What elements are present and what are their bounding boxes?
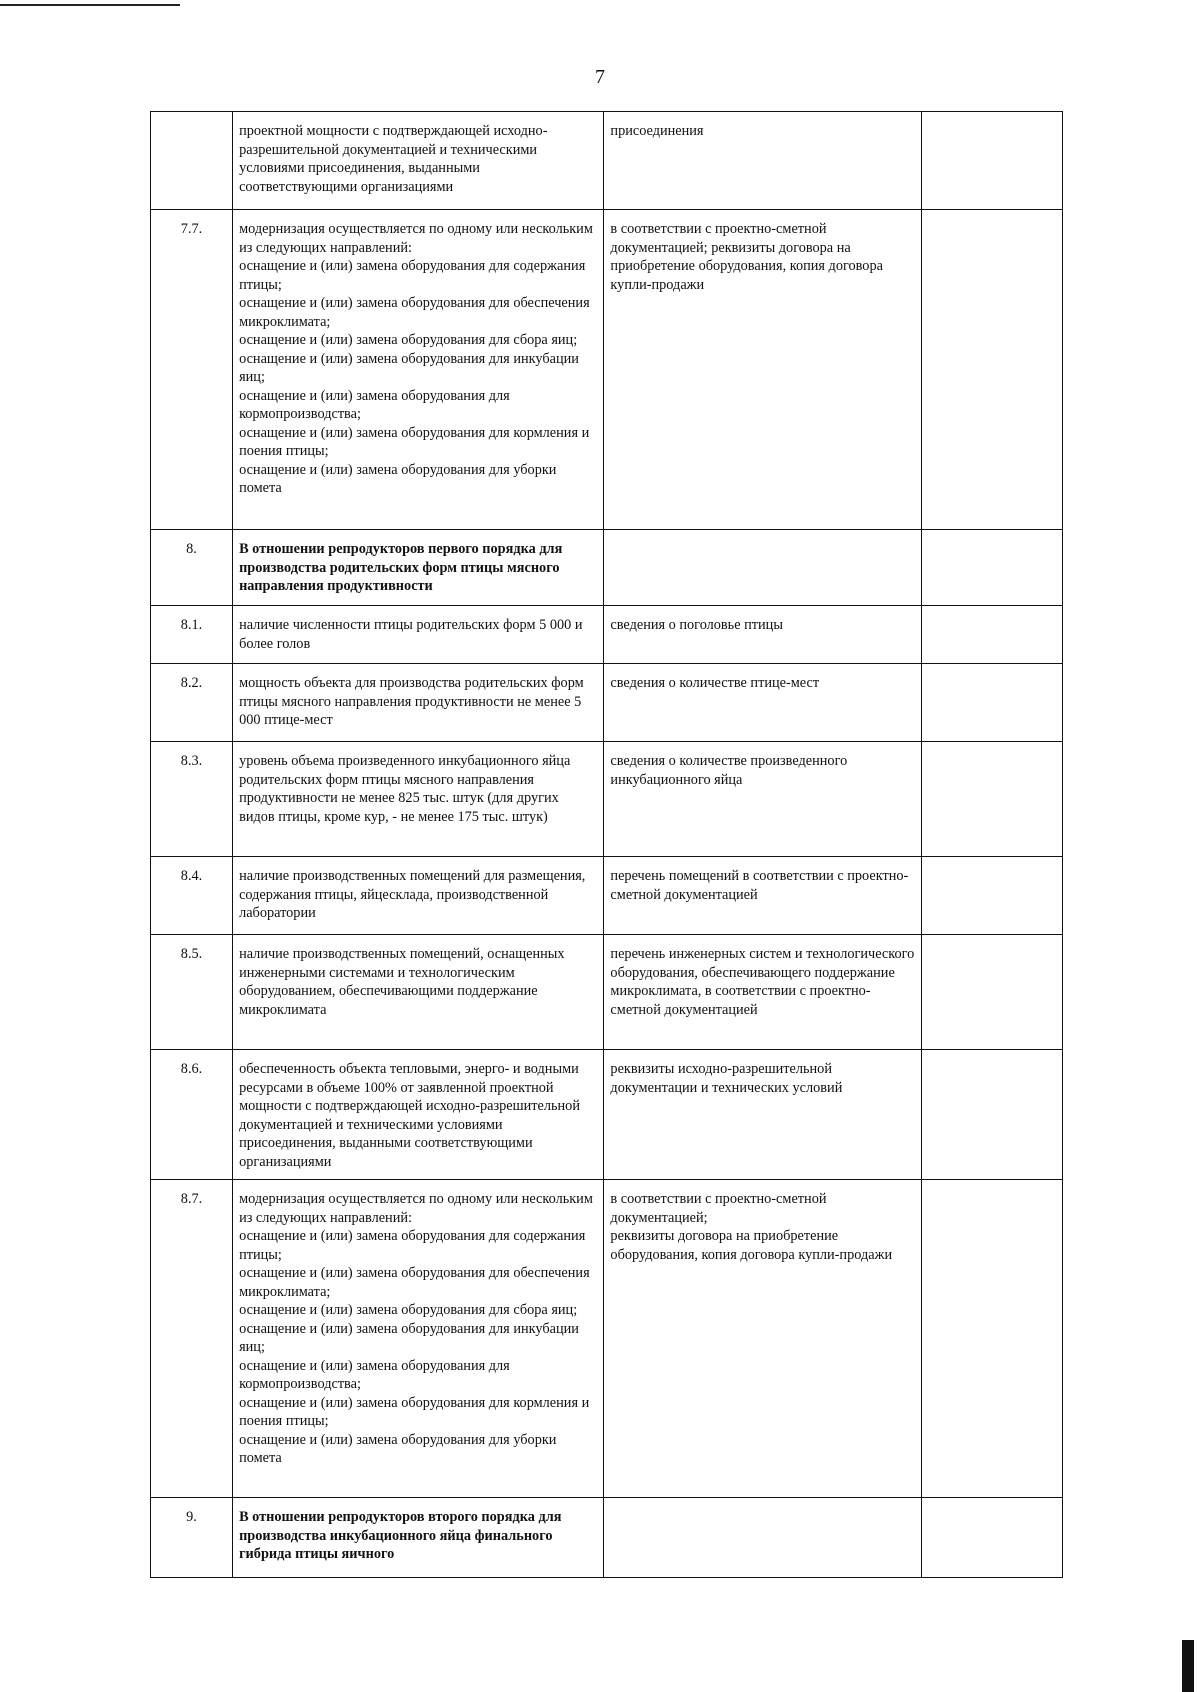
- mark-cell: [922, 606, 1063, 664]
- document-cell: присоединения: [604, 112, 922, 210]
- row-number: 8.1.: [151, 606, 233, 664]
- document-cell: перечень помещений в соответствии с проектно-сметной документацией: [604, 857, 922, 935]
- criterion-cell: модернизация осуществляется по одному или нескольким из следующих направлений: оснащение и (или) замена оборудования для содержания птицы; оснащение и (или) замена оборудования для обеспечения микроклимата; оснащение и (или) замена оборудования для сбора яиц; оснащение и (или) замена оборудования для инкубации яиц; оснащение и (или) замена оборудования для кормопроизводства; оснащение и (или) замена оборудования для кормления и поения птицы; оснащение и (или) замена оборудования для уборки помета: [233, 1180, 604, 1498]
- criteria-table-body: [151, 112, 1063, 1578]
- criterion-cell: наличие численности птицы родительских форм 5 000 и более голов: [233, 606, 604, 664]
- table-row: [151, 112, 1063, 210]
- criteria-table: [150, 111, 1063, 1578]
- table-row: [151, 1050, 1063, 1180]
- document-cell: сведения о поголовье птицы: [604, 606, 922, 664]
- mark-cell: [922, 210, 1063, 530]
- row-number: 9.: [151, 1498, 233, 1578]
- document-cell: сведения о количестве произведенного инкубационного яйца: [604, 742, 922, 857]
- mark-cell: [922, 935, 1063, 1050]
- criterion-cell: проектной мощности с подтверждающей исходно-разрешительной документацией и техническими условиями присоединения, выданными соответствующими организациями: [233, 112, 604, 210]
- table-row: [151, 210, 1063, 530]
- table-row: [151, 606, 1063, 664]
- criterion-cell: В отношении репродукторов первого порядка для производства родительских форм птицы мясного направления продуктивности: [233, 530, 604, 606]
- criterion-cell: уровень объема произведенного инкубационного яйца родительских форм птицы мясного направления продуктивности не менее 825 тыс. штук (для других видов птицы, кроме кур, - не менее 175 тыс. штук): [233, 742, 604, 857]
- row-number: 8.6.: [151, 1050, 233, 1180]
- table-row: [151, 1180, 1063, 1498]
- criterion-cell: наличие производственных помещений, оснащенных инженерными системами и технологическим оборудованием, обеспечивающими поддержание микроклимата: [233, 935, 604, 1050]
- mark-cell: [922, 1050, 1063, 1180]
- document-cell: сведения о количестве птице-мест: [604, 664, 922, 742]
- document-cell: [604, 1498, 922, 1578]
- row-number: 8.7.: [151, 1180, 233, 1498]
- criterion-cell: наличие производственных помещений для размещения, содержания птицы, яйцесклада, производственной лаборатории: [233, 857, 604, 935]
- row-number: 7.7.: [151, 210, 233, 530]
- table-row: [151, 935, 1063, 1050]
- mark-cell: [922, 857, 1063, 935]
- page-number: 7: [595, 66, 605, 88]
- row-number: 8.: [151, 530, 233, 606]
- table-row: [151, 742, 1063, 857]
- scan-edge-mark: [1182, 1640, 1194, 1692]
- mark-cell: [922, 664, 1063, 742]
- table-row: [151, 530, 1063, 606]
- table-row: [151, 1498, 1063, 1578]
- row-number: 8.5.: [151, 935, 233, 1050]
- row-number: 8.3.: [151, 742, 233, 857]
- mark-cell: [922, 742, 1063, 857]
- document-cell: в соответствии с проектно-сметной документацией; реквизиты договора на приобретение оборудования, копия договора купли-продажи: [604, 1180, 922, 1498]
- document-cell: реквизиты исходно-разрешительной документации и технических условий: [604, 1050, 922, 1180]
- mark-cell: [922, 530, 1063, 606]
- criterion-cell: обеспеченность объекта тепловыми, энерго- и водными ресурсами в объеме 100% от заявленной проектной мощности с подтверждающей исходно-разрешительной документацией и техническими условиями присоединения, выданными соответствующими организациями: [233, 1050, 604, 1180]
- document-cell: перечень инженерных систем и технологического оборудования, обеспечивающего поддержание микроклимата, в соответствии с проектно-сметной документацией: [604, 935, 922, 1050]
- mark-cell: [922, 112, 1063, 210]
- table-row: [151, 857, 1063, 935]
- scan-artifact-line: [0, 4, 180, 6]
- criterion-cell: модернизация осуществляется по одному или нескольким из следующих направлений: оснащение и (или) замена оборудования для содержания птицы; оснащение и (или) замена оборудования для обеспечения микроклимата; оснащение и (или) замена оборудования для сбора яиц; оснащение и (или) замена оборудования для инкубации яиц; оснащение и (или) замена оборудования для кормопроизводства; оснащение и (или) замена оборудования для кормления и поения птицы; оснащение и (или) замена оборудования для уборки помета: [233, 210, 604, 530]
- row-number: 8.4.: [151, 857, 233, 935]
- mark-cell: [922, 1180, 1063, 1498]
- mark-cell: [922, 1498, 1063, 1578]
- criterion-cell: мощность объекта для производства родительских форм птицы мясного направления продуктивности не менее 5 000 птице-мест: [233, 664, 604, 742]
- table-row: [151, 664, 1063, 742]
- criterion-cell: В отношении репродукторов второго порядка для производства инкубационного яйца финального гибрида птицы яичного: [233, 1498, 604, 1578]
- row-number: [151, 112, 233, 210]
- document-cell: в соответствии с проектно-сметной документацией; реквизиты договора на приобретение оборудования, копия договора купли-продажи: [604, 210, 922, 530]
- document-cell: [604, 530, 922, 606]
- row-number: 8.2.: [151, 664, 233, 742]
